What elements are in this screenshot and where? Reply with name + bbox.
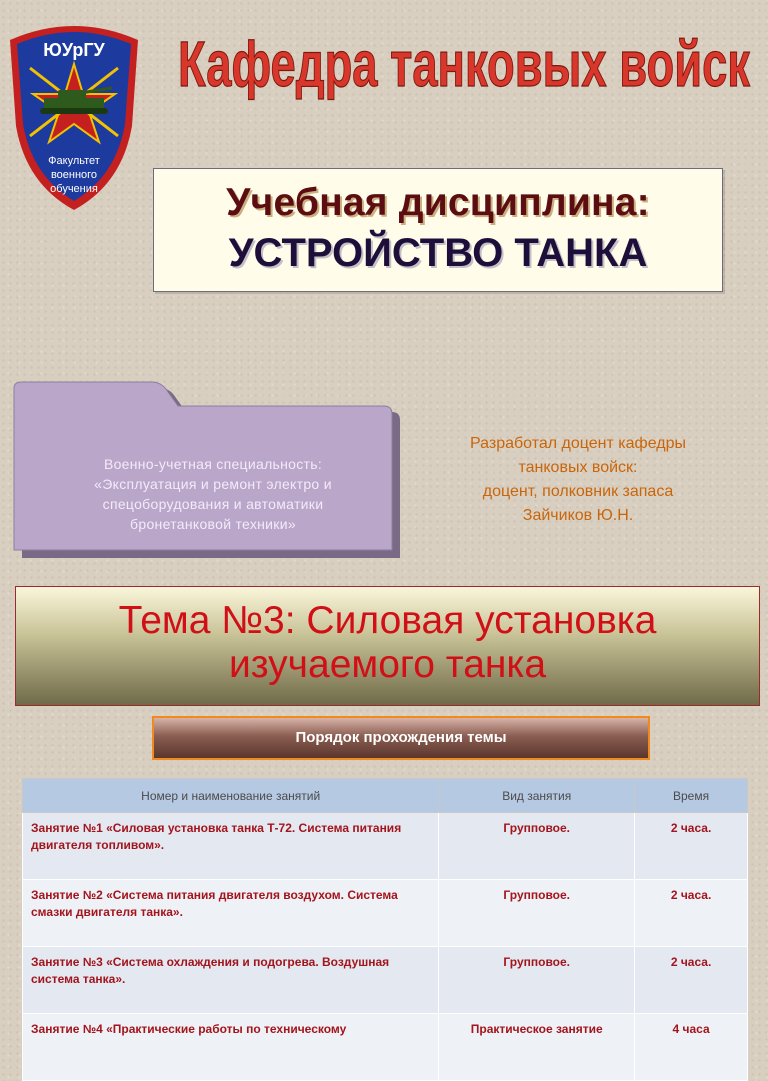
specialty-line: спецоборудования и автоматики bbox=[102, 496, 324, 512]
lesson-name: Занятие №3 «Система охлаждения и подогрева. Воздушная система танка». bbox=[23, 947, 439, 1014]
theme-title-line2: изучаемого танка bbox=[228, 643, 547, 686]
emblem-top-text: ЮУрГУ bbox=[43, 40, 105, 60]
lesson-type: Групповое. bbox=[439, 813, 635, 880]
table-header-row bbox=[23, 779, 748, 813]
discipline-label: Учебная дисциплина: bbox=[226, 181, 650, 224]
discipline-box bbox=[153, 168, 723, 292]
author-line: танковых войск: bbox=[518, 459, 638, 476]
lesson-name: Занятие №1 «Силовая установка танка Т-72. Система питания двигателя топливом». bbox=[23, 813, 439, 880]
specialty-line: Военно-учетная специальность: bbox=[103, 456, 323, 472]
lesson-time: 2 часа. bbox=[635, 813, 748, 880]
lesson-type: Групповое. bbox=[439, 880, 635, 947]
theme-box bbox=[15, 586, 760, 706]
theme-order-button[interactable]: Порядок прохождения темы bbox=[152, 716, 650, 760]
lesson-time: 2 часа. bbox=[635, 947, 748, 1014]
lesson-name: Занятие №2 «Система питания двигателя воздухом. Система смазки двигателя танка». bbox=[23, 880, 439, 947]
author-line: доцент, полковник запаса bbox=[482, 483, 674, 500]
author-line: Зайчиков Ю.Н. bbox=[522, 507, 634, 524]
lesson-time: 2 часа. bbox=[635, 880, 748, 947]
svg-text:Факультет: Факультет bbox=[48, 155, 100, 167]
lessons-table bbox=[22, 778, 748, 1081]
table-row bbox=[23, 947, 748, 1014]
author-line: Разработал доцент кафедры bbox=[470, 435, 686, 452]
svg-text:обучения: обучения bbox=[50, 183, 98, 195]
department-title bbox=[174, 18, 754, 102]
lesson-type: Групповое. bbox=[439, 947, 635, 1014]
lesson-name: Занятие №4 «Практические работы по техническому bbox=[23, 1014, 439, 1081]
column-header: Время bbox=[635, 779, 748, 813]
specialty-line: бронетанковой техники» bbox=[130, 516, 296, 532]
column-header: Вид занятия bbox=[439, 779, 635, 813]
table-row bbox=[23, 813, 748, 880]
column-header: Номер и наименование занятий bbox=[23, 779, 439, 813]
specialty-text bbox=[38, 454, 388, 534]
department-title-text: Кафедра танковых войск bbox=[178, 28, 751, 100]
lesson-type: Практическое занятие bbox=[439, 1014, 635, 1081]
lesson-time: 4 часа bbox=[635, 1014, 748, 1081]
faculty-emblem bbox=[4, 16, 144, 212]
specialty-line: «Эксплуатация и ремонт электро и bbox=[94, 476, 332, 492]
discipline-name: УСТРОЙСТВО ТАНКА bbox=[228, 231, 648, 275]
svg-text:военного: военного bbox=[50, 169, 98, 181]
theme-title-line1: Тема №3: Силовая установка bbox=[118, 599, 657, 642]
table-row bbox=[23, 880, 748, 947]
author-info bbox=[430, 432, 726, 528]
